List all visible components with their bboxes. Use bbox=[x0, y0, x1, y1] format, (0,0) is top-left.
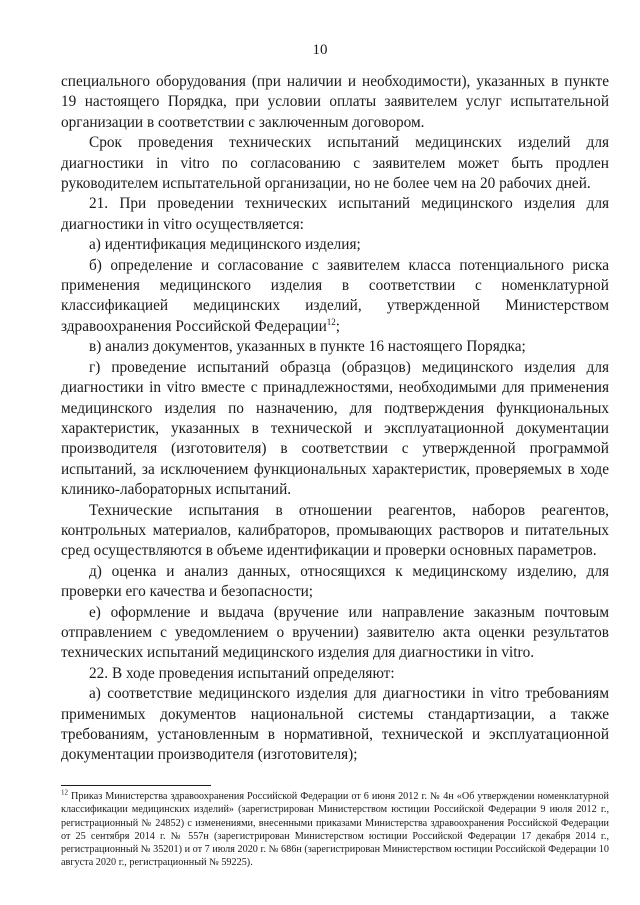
footnote-number: 12 bbox=[61, 788, 68, 797]
paragraph-clause-21: 21. При проведении технических испытаний медицинского изделия для диагностики in vitro осуществляется: bbox=[61, 195, 609, 233]
list-item-a: а) идентификация медицинского изделия; bbox=[89, 236, 361, 254]
list-item-b bbox=[61, 256, 609, 338]
paragraph-reagents: Технические испытания в отношении реагентов, наборов реагентов, контрольных материалов, калибраторов, промывающих растворов и питательных сред осуществляются в объеме идентификации и проверки основных параметров. bbox=[61, 501, 609, 560]
paragraph-continuation: специального оборудования (при наличии и необходимости), указанных в пункте 19 настоящего Порядка, при условии оплаты заявителем услуг испытательной организации в соответствии с заключенным договором. bbox=[61, 73, 609, 131]
list-item-d: д) оценка и анализ данных, относящихся к медицинскому изделию, для проверки его качества и безопасности; bbox=[61, 562, 609, 601]
paragraph-clause-22: 22. В ходе проведения испытаний определяют: bbox=[89, 664, 395, 682]
list-item-e: е) оформление и выдача (вручение или направление заказным почтовым отправлением с уведомлением о вручении) заявителю акта оценки результатов технических испытаний медицинского изделия для диагностики in vitro. bbox=[61, 603, 609, 662]
list-item-b-text: б) определение и согласование с заявителем класса потенциального риска применения медицинского изделия в соответствии с номенклатурной классификацией медицинских изделий, утвержденной Министерством здравоохранения Российской Федерации bbox=[61, 256, 609, 335]
list-item-g: г) проведение испытаний образца (образцов) медицинского изделия для диагностики in vitro вместе с принадлежностями, необходимыми для применения медицинского изделия по назначению, для подтверждения функциональных характеристик, указанных в технической и эксплуатационной документации производителя (изготовителя) в соответствии с утвержденной программой испытаний, за исключением функциональных характеристик, проверяемых в ходе клинико-лабораторных испытаний. bbox=[61, 358, 609, 499]
list-item-b-suffix: ; bbox=[335, 317, 341, 335]
document-body bbox=[61, 72, 609, 766]
list-item-v: в) анализ документов, указанных в пункте 16 настоящего Порядка; bbox=[89, 338, 526, 356]
footnote bbox=[61, 790, 609, 870]
paragraph-extension-term: Срок проведения технических испытаний медицинских изделий для диагностики in vitro по согласованию с заявителем может быть продлен руководителем испытательной организации, но не более чем на 20 рабочих дней. bbox=[61, 134, 609, 193]
footnote-reference[interactable]: 12 bbox=[326, 316, 336, 327]
footnote-text: Приказ Министерства здравоохранения Российской Федерации от 6 июня 2012 г. № 4н «Об утверждении номенклатурной классификации медицинских изделий» (зарегистрирован Министерством юстиции Российской Федерации 9 июля 2012 г., регистрационный № 24852) с изменениями, внесенными приказами Министерства здравоохранения Российской Федерации от 25 сентября 2014 г. № 557н (зарегистрирован Министерством юстиции Российской Федерации 17 декабря 2014 г., регистрационный № 35201) и от 7 июля 2020 г. № 686н (зарегистрирован Министерством юстиции Российской Федерации 10 августа 2020 г., регистрационный № 59225). bbox=[61, 791, 610, 869]
page-number: 10 bbox=[312, 42, 328, 58]
list-item-a-22: а) соответствие медицинского изделия для диагностики in vitro требованиям применимых документов национальной системы стандартизации, а также требованиям, установленным в нормативной, технической и эксплуатационной документации производителя (изготовителя); bbox=[61, 685, 609, 764]
footnote-divider bbox=[61, 785, 211, 786]
